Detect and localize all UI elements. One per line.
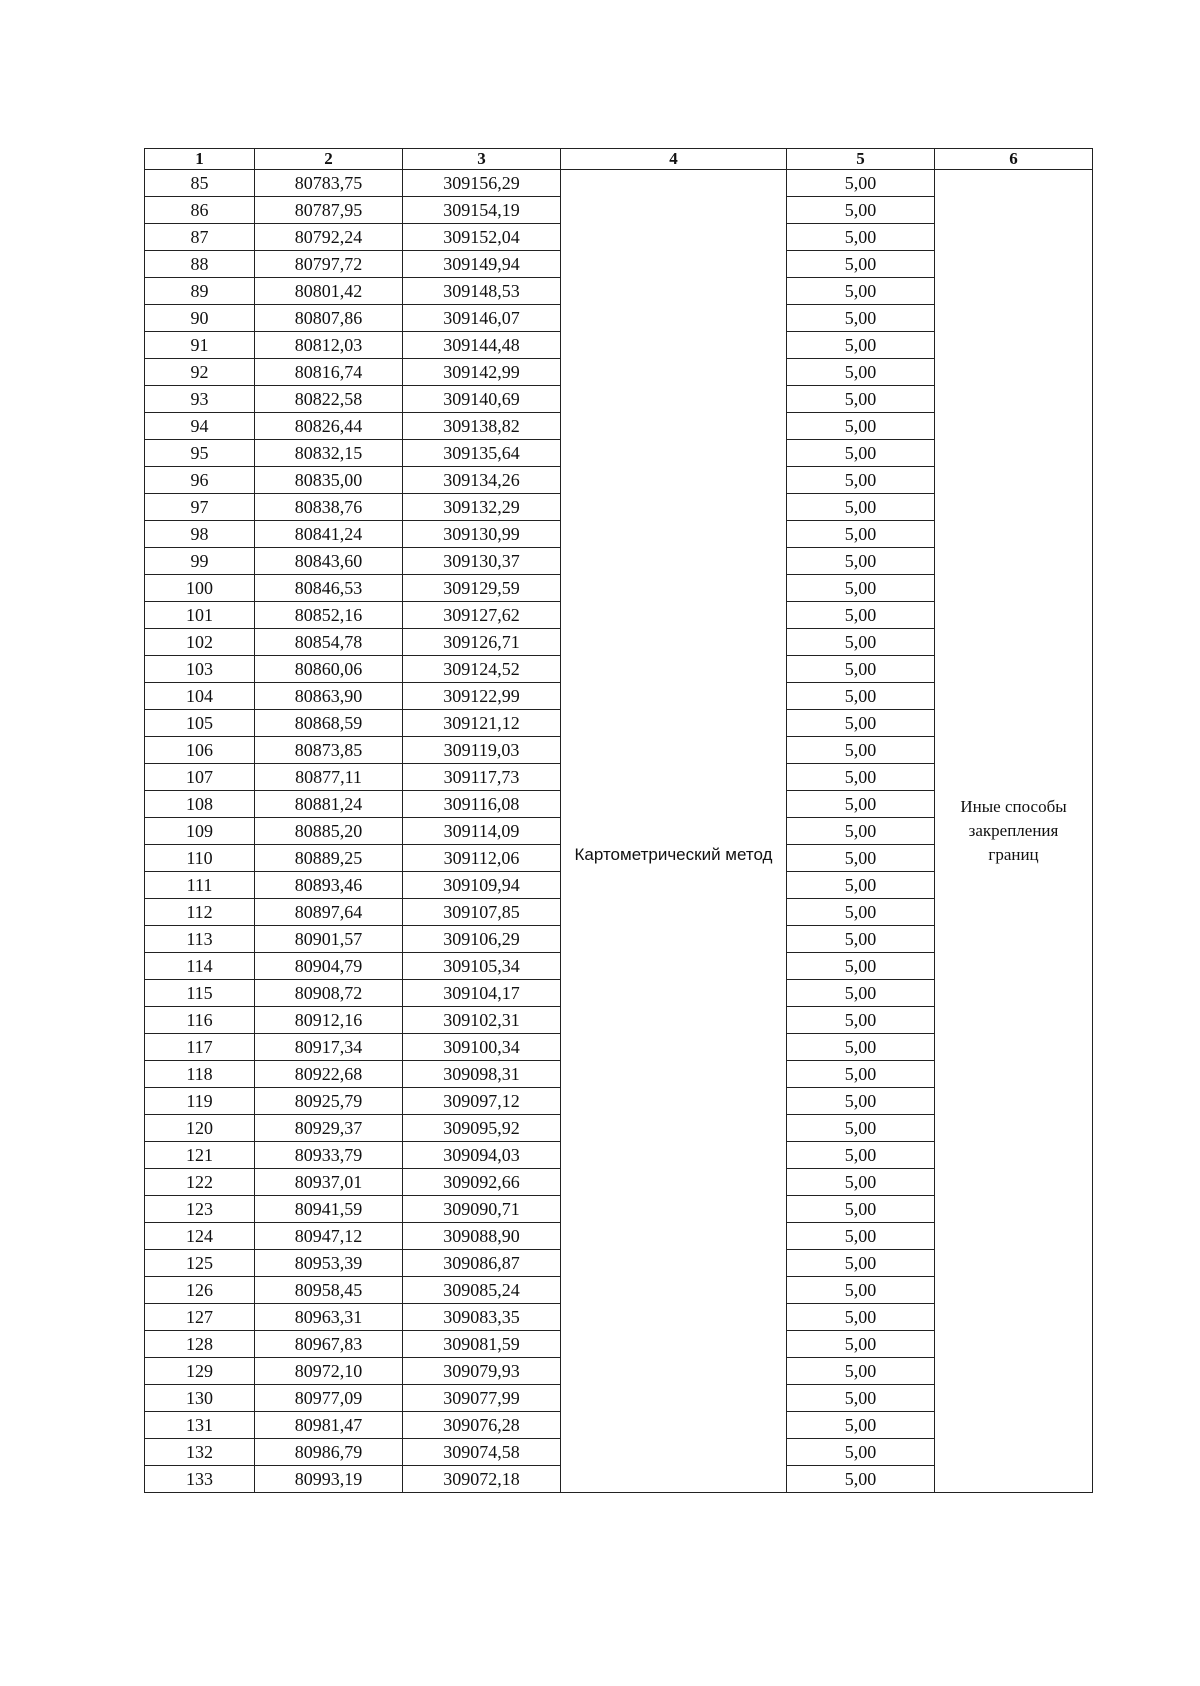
point-number-cell: 113 (145, 926, 255, 953)
point-number-cell: 123 (145, 1196, 255, 1223)
accuracy-cell: 5,00 (787, 224, 935, 251)
accuracy-cell: 5,00 (787, 575, 935, 602)
point-number-cell: 125 (145, 1250, 255, 1277)
point-number-cell: 112 (145, 899, 255, 926)
header-col-4: 4 (561, 149, 787, 170)
point-number-cell: 104 (145, 683, 255, 710)
header-col-3: 3 (403, 149, 561, 170)
point-number-cell: 110 (145, 845, 255, 872)
accuracy-cell: 5,00 (787, 1277, 935, 1304)
x-coordinate-cell: 80897,64 (255, 899, 403, 926)
accuracy-cell: 5,00 (787, 1115, 935, 1142)
y-coordinate-cell: 309135,64 (403, 440, 561, 467)
x-coordinate-cell: 80977,09 (255, 1385, 403, 1412)
point-number-cell: 118 (145, 1061, 255, 1088)
accuracy-cell: 5,00 (787, 413, 935, 440)
accuracy-cell: 5,00 (787, 1439, 935, 1466)
point-number-cell: 120 (145, 1115, 255, 1142)
accuracy-cell: 5,00 (787, 818, 935, 845)
y-coordinate-cell: 309134,26 (403, 467, 561, 494)
point-number-cell: 111 (145, 872, 255, 899)
point-number-cell: 108 (145, 791, 255, 818)
x-coordinate-cell: 80953,39 (255, 1250, 403, 1277)
point-number-cell: 124 (145, 1223, 255, 1250)
table-row (145, 170, 1093, 197)
point-number-cell: 89 (145, 278, 255, 305)
point-number-cell: 133 (145, 1466, 255, 1493)
x-coordinate-cell: 80947,12 (255, 1223, 403, 1250)
x-coordinate-cell: 80852,16 (255, 602, 403, 629)
point-number-cell: 95 (145, 440, 255, 467)
x-coordinate-cell: 80783,75 (255, 170, 403, 197)
accuracy-cell: 5,00 (787, 710, 935, 737)
accuracy-cell: 5,00 (787, 386, 935, 413)
header-col-6: 6 (935, 149, 1093, 170)
accuracy-cell: 5,00 (787, 656, 935, 683)
accuracy-cell: 5,00 (787, 1007, 935, 1034)
x-coordinate-cell: 80838,76 (255, 494, 403, 521)
y-coordinate-cell: 309127,62 (403, 602, 561, 629)
x-coordinate-cell: 80967,83 (255, 1331, 403, 1358)
y-coordinate-cell: 309090,71 (403, 1196, 561, 1223)
x-coordinate-cell: 80963,31 (255, 1304, 403, 1331)
y-coordinate-cell: 309095,92 (403, 1115, 561, 1142)
point-number-cell: 115 (145, 980, 255, 1007)
y-coordinate-cell: 309076,28 (403, 1412, 561, 1439)
y-coordinate-cell: 309102,31 (403, 1007, 561, 1034)
y-coordinate-cell: 309132,29 (403, 494, 561, 521)
fixing-method-cell (935, 170, 1093, 1493)
y-coordinate-cell: 309100,34 (403, 1034, 561, 1061)
header-col-1: 1 (145, 149, 255, 170)
accuracy-cell: 5,00 (787, 1034, 935, 1061)
point-number-cell: 128 (145, 1331, 255, 1358)
point-number-cell: 93 (145, 386, 255, 413)
x-coordinate-cell: 80812,03 (255, 332, 403, 359)
y-coordinate-cell: 309149,94 (403, 251, 561, 278)
x-coordinate-cell: 80904,79 (255, 953, 403, 980)
point-number-cell: 130 (145, 1385, 255, 1412)
y-coordinate-cell: 309140,69 (403, 386, 561, 413)
x-coordinate-cell: 80981,47 (255, 1412, 403, 1439)
point-number-cell: 103 (145, 656, 255, 683)
x-coordinate-cell: 80822,58 (255, 386, 403, 413)
x-coordinate-cell: 80901,57 (255, 926, 403, 953)
accuracy-cell: 5,00 (787, 683, 935, 710)
accuracy-cell: 5,00 (787, 521, 935, 548)
y-coordinate-cell: 309097,12 (403, 1088, 561, 1115)
x-coordinate-cell: 80917,34 (255, 1034, 403, 1061)
accuracy-cell: 5,00 (787, 764, 935, 791)
y-coordinate-cell: 309152,04 (403, 224, 561, 251)
accuracy-cell: 5,00 (787, 305, 935, 332)
accuracy-cell: 5,00 (787, 1412, 935, 1439)
y-coordinate-cell: 309138,82 (403, 413, 561, 440)
accuracy-cell: 5,00 (787, 791, 935, 818)
accuracy-cell: 5,00 (787, 1223, 935, 1250)
y-coordinate-cell: 309114,09 (403, 818, 561, 845)
accuracy-cell: 5,00 (787, 467, 935, 494)
accuracy-cell: 5,00 (787, 602, 935, 629)
x-coordinate-cell: 80893,46 (255, 872, 403, 899)
y-coordinate-cell: 309121,12 (403, 710, 561, 737)
x-coordinate-cell: 80846,53 (255, 575, 403, 602)
accuracy-cell: 5,00 (787, 548, 935, 575)
accuracy-cell: 5,00 (787, 1169, 935, 1196)
x-coordinate-cell: 80841,24 (255, 521, 403, 548)
accuracy-cell: 5,00 (787, 872, 935, 899)
y-coordinate-cell: 309104,17 (403, 980, 561, 1007)
y-coordinate-cell: 309109,94 (403, 872, 561, 899)
x-coordinate-cell: 80912,16 (255, 1007, 403, 1034)
point-number-cell: 126 (145, 1277, 255, 1304)
x-coordinate-cell: 80835,00 (255, 467, 403, 494)
accuracy-cell: 5,00 (787, 1142, 935, 1169)
x-coordinate-cell: 80832,15 (255, 440, 403, 467)
accuracy-cell: 5,00 (787, 332, 935, 359)
y-coordinate-cell: 309124,52 (403, 656, 561, 683)
fixing-method-line: границ (988, 845, 1039, 864)
accuracy-cell: 5,00 (787, 1250, 935, 1277)
point-number-cell: 90 (145, 305, 255, 332)
point-number-cell: 107 (145, 764, 255, 791)
coordinates-table (144, 148, 1093, 1493)
accuracy-cell: 5,00 (787, 251, 935, 278)
point-number-cell: 85 (145, 170, 255, 197)
y-coordinate-cell: 309083,35 (403, 1304, 561, 1331)
accuracy-cell: 5,00 (787, 1061, 935, 1088)
point-number-cell: 122 (145, 1169, 255, 1196)
point-number-cell: 117 (145, 1034, 255, 1061)
x-coordinate-cell: 80885,20 (255, 818, 403, 845)
y-coordinate-cell: 309105,34 (403, 953, 561, 980)
point-number-cell: 96 (145, 467, 255, 494)
point-number-cell: 97 (145, 494, 255, 521)
point-number-cell: 109 (145, 818, 255, 845)
accuracy-cell: 5,00 (787, 926, 935, 953)
fixing-method-line: Иные способы (960, 797, 1067, 816)
y-coordinate-cell: 309077,99 (403, 1385, 561, 1412)
point-number-cell: 98 (145, 521, 255, 548)
y-coordinate-cell: 309094,03 (403, 1142, 561, 1169)
accuracy-cell: 5,00 (787, 845, 935, 872)
point-number-cell: 99 (145, 548, 255, 575)
x-coordinate-cell: 80986,79 (255, 1439, 403, 1466)
x-coordinate-cell: 80868,59 (255, 710, 403, 737)
point-number-cell: 119 (145, 1088, 255, 1115)
accuracy-cell: 5,00 (787, 170, 935, 197)
point-number-cell: 88 (145, 251, 255, 278)
accuracy-cell: 5,00 (787, 1331, 935, 1358)
y-coordinate-cell: 309156,29 (403, 170, 561, 197)
accuracy-cell: 5,00 (787, 899, 935, 926)
y-coordinate-cell: 309142,99 (403, 359, 561, 386)
header-col-5: 5 (787, 149, 935, 170)
accuracy-cell: 5,00 (787, 1088, 935, 1115)
accuracy-cell: 5,00 (787, 980, 935, 1007)
y-coordinate-cell: 309088,90 (403, 1223, 561, 1250)
table-body (145, 170, 1093, 1493)
y-coordinate-cell: 309085,24 (403, 1277, 561, 1304)
x-coordinate-cell: 80863,90 (255, 683, 403, 710)
x-coordinate-cell: 80922,68 (255, 1061, 403, 1088)
point-number-cell: 132 (145, 1439, 255, 1466)
point-number-cell: 131 (145, 1412, 255, 1439)
point-number-cell: 101 (145, 602, 255, 629)
x-coordinate-cell: 80801,42 (255, 278, 403, 305)
x-coordinate-cell: 80877,11 (255, 764, 403, 791)
x-coordinate-cell: 80958,45 (255, 1277, 403, 1304)
y-coordinate-cell: 309148,53 (403, 278, 561, 305)
point-number-cell: 91 (145, 332, 255, 359)
y-coordinate-cell: 309106,29 (403, 926, 561, 953)
y-coordinate-cell: 309072,18 (403, 1466, 561, 1493)
x-coordinate-cell: 80807,86 (255, 305, 403, 332)
y-coordinate-cell: 309112,06 (403, 845, 561, 872)
point-number-cell: 105 (145, 710, 255, 737)
accuracy-cell: 5,00 (787, 629, 935, 656)
x-coordinate-cell: 80933,79 (255, 1142, 403, 1169)
y-coordinate-cell: 309081,59 (403, 1331, 561, 1358)
point-number-cell: 106 (145, 737, 255, 764)
y-coordinate-cell: 309146,07 (403, 305, 561, 332)
point-number-cell: 114 (145, 953, 255, 980)
header-col-2: 2 (255, 149, 403, 170)
y-coordinate-cell: 309130,37 (403, 548, 561, 575)
y-coordinate-cell: 309122,99 (403, 683, 561, 710)
accuracy-cell: 5,00 (787, 197, 935, 224)
point-number-cell: 100 (145, 575, 255, 602)
point-number-cell: 129 (145, 1358, 255, 1385)
accuracy-cell: 5,00 (787, 359, 935, 386)
x-coordinate-cell: 80993,19 (255, 1466, 403, 1493)
y-coordinate-cell: 309144,48 (403, 332, 561, 359)
point-number-cell: 116 (145, 1007, 255, 1034)
accuracy-cell: 5,00 (787, 1196, 935, 1223)
y-coordinate-cell: 309079,93 (403, 1358, 561, 1385)
x-coordinate-cell: 80843,60 (255, 548, 403, 575)
y-coordinate-cell: 309117,73 (403, 764, 561, 791)
point-number-cell: 86 (145, 197, 255, 224)
accuracy-cell: 5,00 (787, 1466, 935, 1493)
x-coordinate-cell: 80797,72 (255, 251, 403, 278)
x-coordinate-cell: 80937,01 (255, 1169, 403, 1196)
accuracy-cell: 5,00 (787, 1358, 935, 1385)
x-coordinate-cell: 80941,59 (255, 1196, 403, 1223)
y-coordinate-cell: 309116,08 (403, 791, 561, 818)
y-coordinate-cell: 309130,99 (403, 521, 561, 548)
x-coordinate-cell: 80929,37 (255, 1115, 403, 1142)
accuracy-cell: 5,00 (787, 278, 935, 305)
accuracy-cell: 5,00 (787, 440, 935, 467)
accuracy-cell: 5,00 (787, 1304, 935, 1331)
x-coordinate-cell: 80972,10 (255, 1358, 403, 1385)
point-number-cell: 87 (145, 224, 255, 251)
x-coordinate-cell: 80826,44 (255, 413, 403, 440)
x-coordinate-cell: 80816,74 (255, 359, 403, 386)
method-cell: Картометрический метод (561, 170, 787, 1493)
y-coordinate-cell: 309129,59 (403, 575, 561, 602)
x-coordinate-cell: 80854,78 (255, 629, 403, 656)
x-coordinate-cell: 80787,95 (255, 197, 403, 224)
fixing-method-line: закрепления (968, 821, 1059, 840)
y-coordinate-cell: 309107,85 (403, 899, 561, 926)
x-coordinate-cell: 80792,24 (255, 224, 403, 251)
accuracy-cell: 5,00 (787, 953, 935, 980)
y-coordinate-cell: 309074,58 (403, 1439, 561, 1466)
x-coordinate-cell: 80908,72 (255, 980, 403, 1007)
y-coordinate-cell: 309098,31 (403, 1061, 561, 1088)
point-number-cell: 102 (145, 629, 255, 656)
point-number-cell: 94 (145, 413, 255, 440)
y-coordinate-cell: 309086,87 (403, 1250, 561, 1277)
point-number-cell: 121 (145, 1142, 255, 1169)
y-coordinate-cell: 309154,19 (403, 197, 561, 224)
x-coordinate-cell: 80873,85 (255, 737, 403, 764)
point-number-cell: 127 (145, 1304, 255, 1331)
y-coordinate-cell: 309092,66 (403, 1169, 561, 1196)
header-row (145, 149, 1093, 170)
y-coordinate-cell: 309119,03 (403, 737, 561, 764)
accuracy-cell: 5,00 (787, 737, 935, 764)
x-coordinate-cell: 80889,25 (255, 845, 403, 872)
accuracy-cell: 5,00 (787, 1385, 935, 1412)
y-coordinate-cell: 309126,71 (403, 629, 561, 656)
x-coordinate-cell: 80881,24 (255, 791, 403, 818)
point-number-cell: 92 (145, 359, 255, 386)
x-coordinate-cell: 80925,79 (255, 1088, 403, 1115)
x-coordinate-cell: 80860,06 (255, 656, 403, 683)
accuracy-cell: 5,00 (787, 494, 935, 521)
